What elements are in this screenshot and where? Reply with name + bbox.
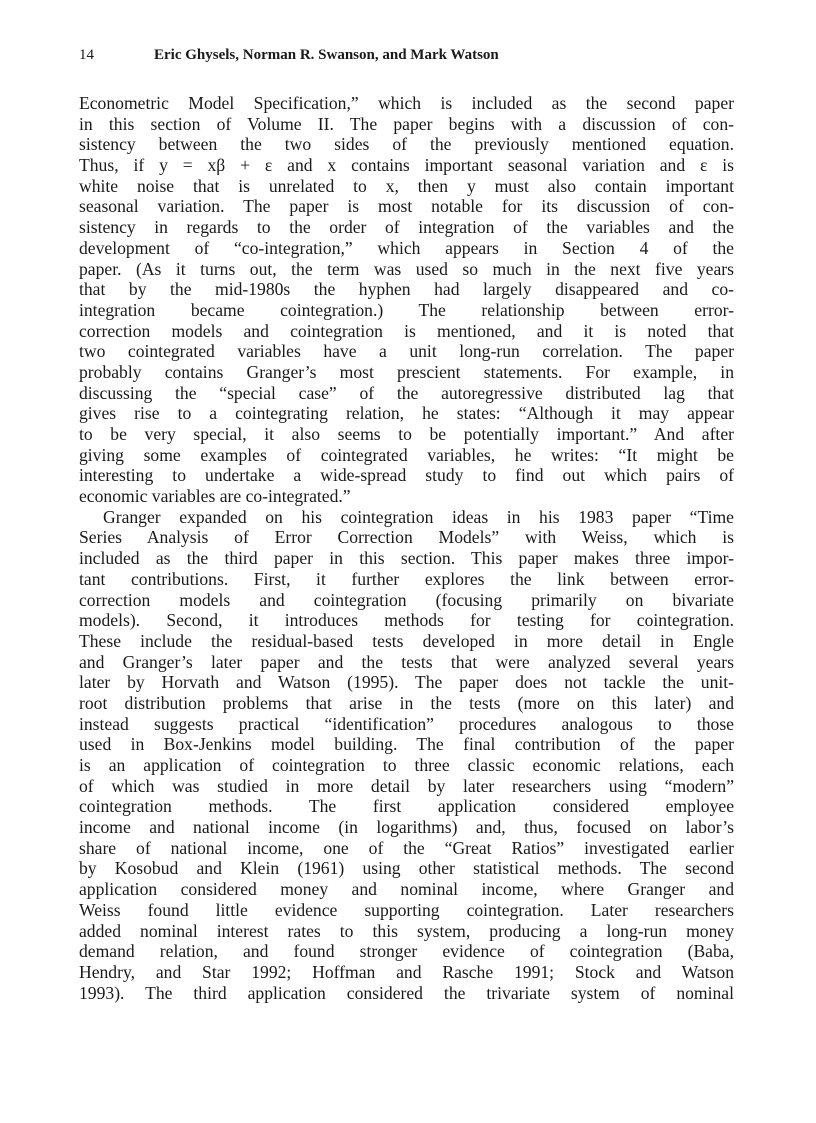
text-line: Hendry, and Star 1992; Hoffman and Rasche 1991; Stock and Watson [79, 961, 734, 982]
text-line: discussing the “special case” of the autoregressive distributed lag that [79, 382, 734, 403]
text-line: interesting to undertake a wide-spread study to find out which pairs of [79, 465, 734, 486]
text-line: correction models and cointegration is mentioned, and it is noted that [79, 320, 734, 341]
text-line: demand relation, and found stronger evidence of cointegration (Baba, [79, 941, 734, 962]
text-line: integration became cointegration.) The relationship between error- [79, 299, 734, 320]
text-line: sistency in regards to the order of integration of the variables and the [79, 217, 734, 238]
text-line: by Kosobud and Klein (1961) using other statistical methods. The second [79, 858, 734, 879]
text-line: application considered money and nominal income, where Granger and [79, 879, 734, 900]
text-line: paper. (As it turns out, the term was used so much in the next five years [79, 258, 734, 279]
text-line: gives rise to a cointegrating relation, he states: “Although it may appear [79, 403, 734, 424]
text-line: white noise that is unrelated to x, then y must also contain important [79, 175, 734, 196]
text-line: of which was studied in more detail by later researchers using “modern” [79, 775, 734, 796]
text-line: Granger expanded on his cointegration ideas in his 1983 paper “Time [103, 506, 734, 527]
text-line: giving some examples of cointegrated variables, he writes: “It might be [79, 444, 734, 465]
header-authors: Eric Ghysels, Norman R. Swanson, and Mark Watson [154, 47, 499, 63]
body-text [79, 93, 734, 1003]
text-line: Econometric Model Specification,” which is included as the second paper [79, 93, 734, 113]
text-line: share of national income, one of the “Great Ratios” investigated earlier [79, 837, 734, 858]
text-line: 1993). The third application considered the trivariate system of nominal [79, 982, 734, 1003]
text-line: income and national income (in logarithms) and, thus, focused on labor’s [79, 817, 734, 838]
text-line: sistency between the two sides of the previously mentioned equation. [79, 134, 734, 155]
text-line: cointegration methods. The first application considered employee [79, 796, 734, 817]
text-line: included as the third paper in this section. This paper makes three impor- [79, 548, 734, 569]
text-line: economic variables are co-integrated.” [79, 486, 351, 507]
text-line: is an application of cointegration to three classic economic relations, each [79, 755, 734, 775]
text-line: later by Horvath and Watson (1995). The paper does not tackle the unit- [79, 672, 734, 693]
text-line: Series Analysis of Error Correction Models” with Weiss, which is [79, 527, 734, 548]
text-line: seasonal variation. The paper is most notable for its discussion of con- [79, 196, 734, 217]
text-line: tant contributions. First, it further explores the link between error- [79, 568, 734, 589]
paragraph-1 [79, 93, 734, 507]
paragraph-2 [79, 507, 734, 1004]
text-line: to be very special, it also seems to be potentially important.” And after [79, 424, 734, 444]
text-line: root distribution problems that arise in the tests (more on this later) and [79, 692, 734, 713]
text-line: probably contains Granger’s most prescient statements. For example, in [79, 361, 734, 382]
text-line: correction models and cointegration (focusing primarily on bivariate [79, 589, 734, 610]
text-line: development of “co-integration,” which appears in Section 4 of the [79, 237, 734, 258]
text-line: Thus, if y = xβ + ε and x contains important seasonal variation and ε is [79, 155, 734, 176]
text-line: and Granger’s later paper and the tests that were analyzed several years [79, 651, 734, 672]
page-number: 14 [79, 47, 94, 63]
text-line: in this section of Volume II. The paper begins with a discussion of con- [79, 113, 734, 134]
text-line: that by the mid-1980s the hyphen had largely disappeared and co- [79, 279, 734, 300]
text-line: two cointegrated variables have a unit long-run correlation. The paper [79, 341, 734, 362]
text-line: added nominal interest rates to this system, producing a long-run money [79, 920, 734, 941]
text-line: Weiss found little evidence supporting cointegration. Later researchers [79, 899, 734, 920]
text-line: used in Box-Jenkins model building. The final contribution of the paper [79, 734, 734, 755]
text-line: These include the residual-based tests developed in more detail in Engle [79, 630, 734, 651]
running-head [79, 44, 734, 66]
text-line: instead suggests practical “identification” procedures analogous to those [79, 713, 734, 734]
text-line: models). Second, it introduces methods for testing for cointegration. [79, 610, 734, 631]
